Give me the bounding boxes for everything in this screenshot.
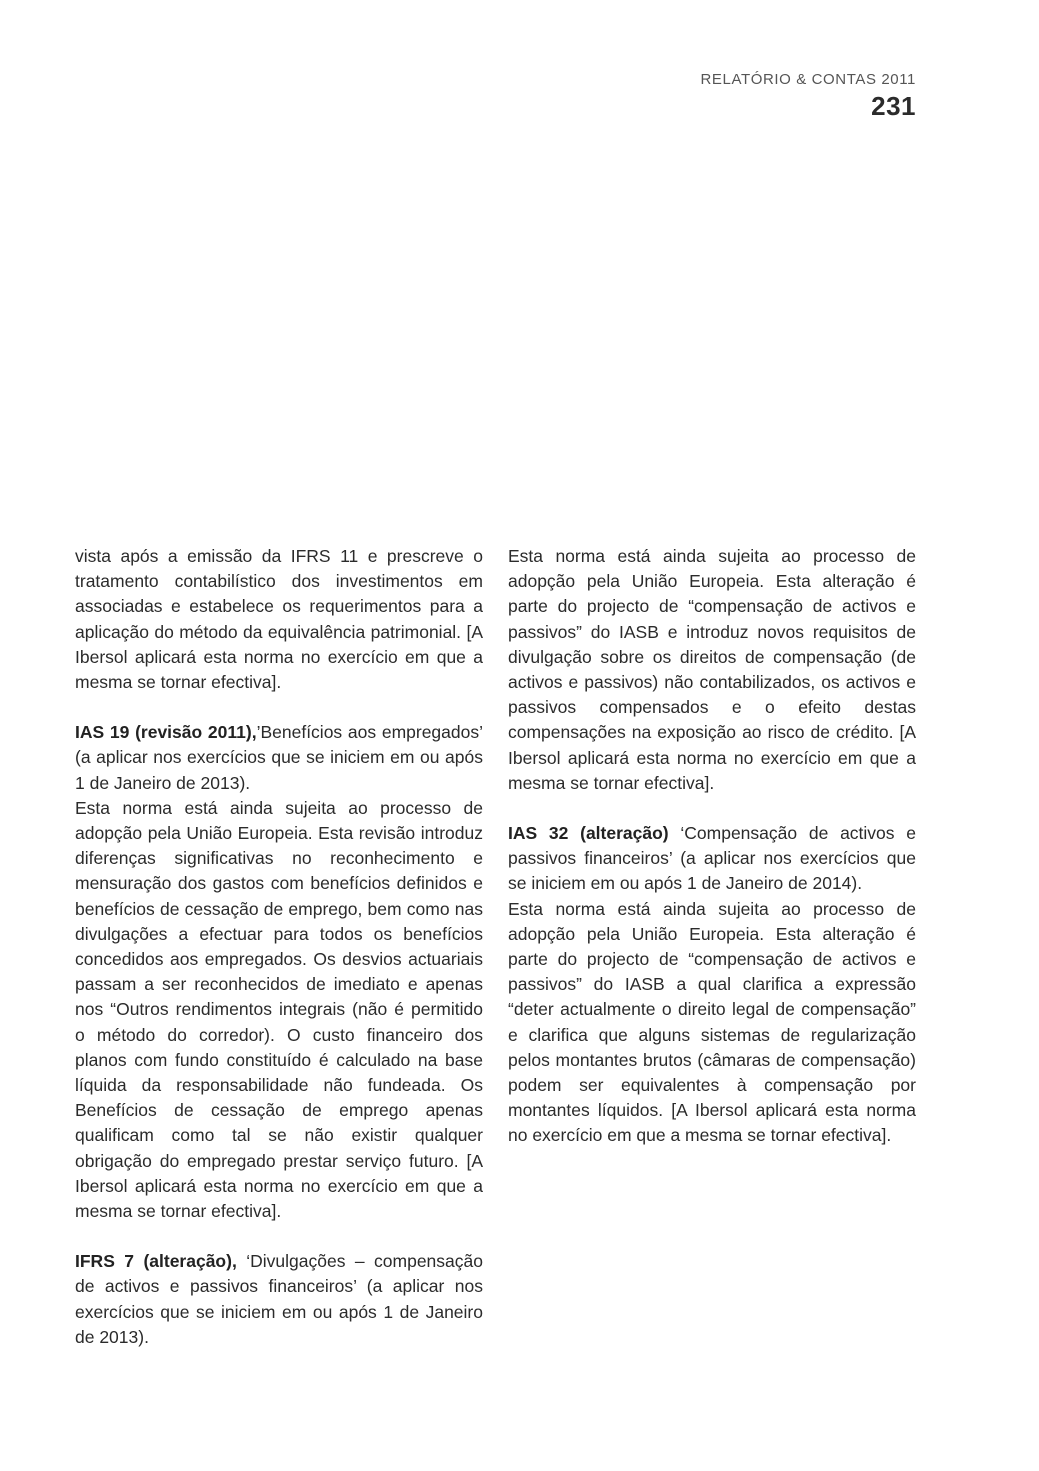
ifrs7-description: ‘Divulgações – compensação de activos e passivos financeiros’ (a aplicar nos exercícios que se iniciem em ou após 1 de Janeiro de 2013).: [75, 1251, 483, 1347]
report-title: RELATÓRIO & CONTAS 2011: [700, 71, 916, 88]
page-header: [700, 70, 916, 120]
paragraph-ifrs7-heading: [75, 1249, 483, 1350]
paragraph-ifrs7-body: Esta norma está ainda sujeita ao processo de adopção pela União Europeia. Esta alteração é parte do projecto de “compensação de activos e passivos” do IASB e introduz novos requisitos de divulgação sobre os direitos de compensação (de activos e passivos) não contabilizados, os activos e passivos compensados e o efeito destas compensações na exposição ao risco de crédito. [A Ibersol aplicará esta norma no exercício em que a mesma se tornar efectiva].: [508, 546, 916, 793]
ias32-title: IAS 32 (alteração): [508, 823, 669, 844]
left-column: [75, 544, 483, 1350]
ias19-description: ’Benefícios aos empregados’ (a aplicar nos exercícios que se iniciem em ou após 1 de Janeiro de 2013).: [75, 722, 484, 793]
paragraph-ias19-heading: [75, 720, 483, 796]
page-number: 231: [871, 91, 916, 121]
ias19-title: IAS 19 (revisão 2011),: [75, 722, 257, 743]
ias32-description: ‘Compensação de activos e passivos financeiros’ (a aplicar nos exercícios que se iniciem em ou após 1 de Janeiro de 2014).: [508, 823, 917, 894]
paragraph-ias32-heading: [508, 821, 916, 897]
paragraph-ias19-body: Esta norma está ainda sujeita ao processo de adopção pela União Europeia. Esta revisão introduz diferenças significativas no reconhecimento e mensuração dos gastos com benefícios definidos e benefícios de cessação de emprego, bem como nas divulgações a efectuar para todos os benefícios concedidos aos empregados. Os desvios actuariais passam a ser reconhecidos de imediato e apenas nos “Outros rendimentos integrais (não é permitido o método do corredor). O custo financeiro dos planos com fundo constituído é calculado na base líquida da responsabilidade não fundeada. Os Benefícios de cessação de emprego apenas qualificam como tal se não existir qualquer obrigação do empregado prestar serviço futuro. [A Ibersol aplicará esta norma no exercício em que a mesma se tornar efectiva].: [75, 797, 483, 1222]
right-column: [508, 544, 916, 1149]
paragraph-ias32-body: Esta norma está ainda sujeita ao processo de adopção pela União Europeia. Esta alteração é parte do projecto de “compensação de activos e passivos” do IASB a qual clarifica a expressão “deter actualmente o direito legal de compensação” e clarifica que alguns sistemas de regularização pelos montantes brutos (câmaras de compensação) podem ser equivalentes à compensação por montantes líquidos. [A Ibersol aplicará esta norma no exercício em que a mesma se tornar efectiva].: [508, 898, 916, 1146]
ifrs7-title: IFRS 7 (alteração),: [75, 1251, 237, 1272]
paragraph-ias28-continuation: vista após a emissão da IFRS 11 e prescreve o tratamento contabilístico dos investimentos em associadas e estabelece os requerimentos para a aplicação do método da equivalência patrimonial. [A Ibersol aplicará esta norma no exercício em que a mesma se tornar efectiva].: [75, 546, 483, 693]
